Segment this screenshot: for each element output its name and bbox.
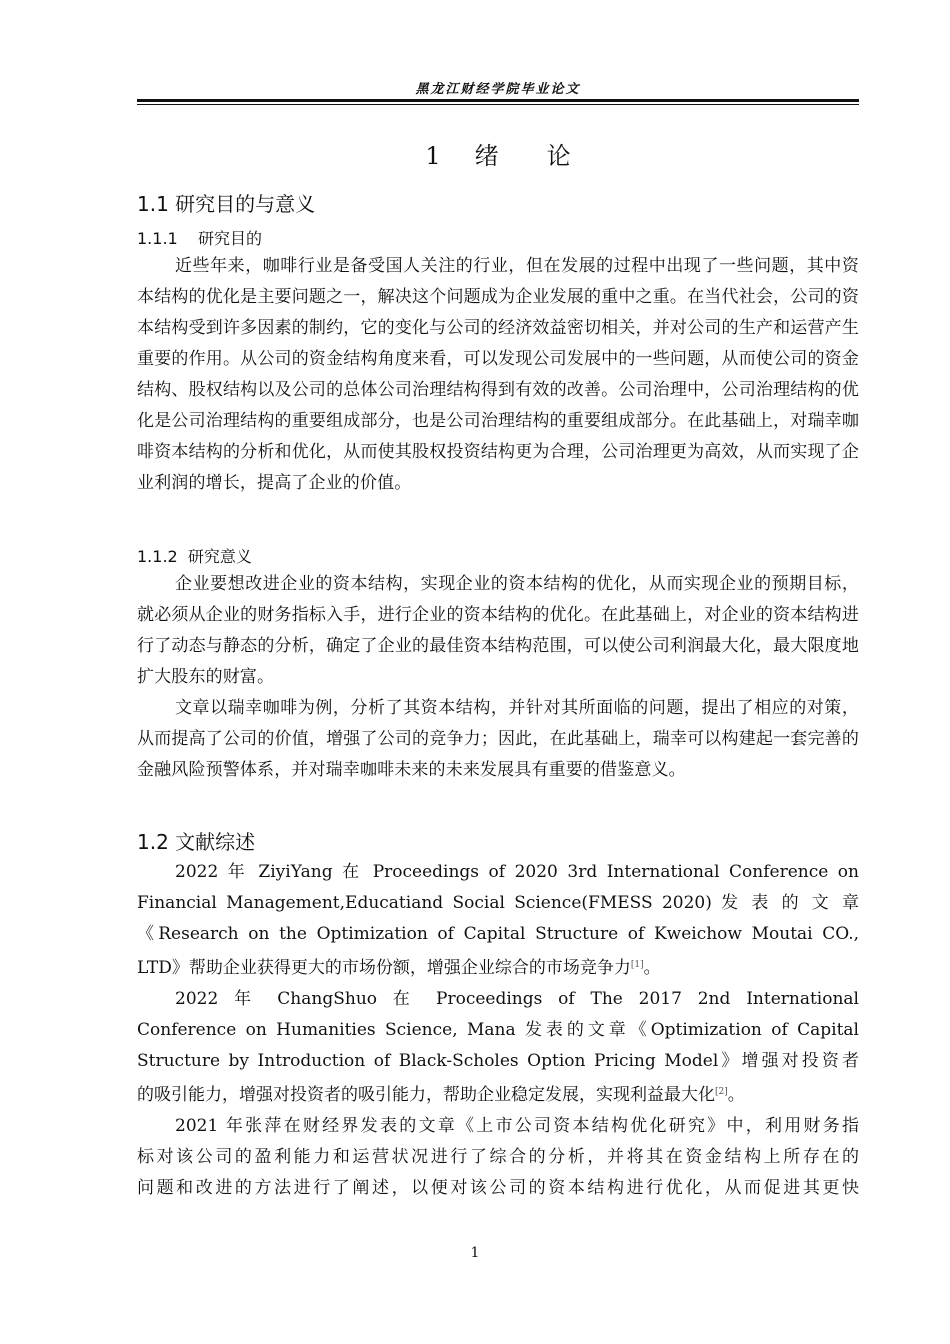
- reference-2-line-3: Structure by Introduction of Black-Scholes Option Pricing Model》增强对投资者: [137, 1051, 859, 1071]
- header-rule-thick: [137, 99, 859, 102]
- body-block-1-1-1: [137, 251, 859, 499]
- header-rule-thin: [137, 104, 859, 105]
- reference-1-line-4: [137, 950, 859, 984]
- reference-1-end: 。: [643, 958, 661, 978]
- literature-reference-1: [137, 857, 859, 984]
- reference-1-line-4-text: LTD》帮助企业获得更大的市场份额，增强企业综合的市场竞争力: [137, 958, 631, 978]
- chapter-title-char-1: 绪: [474, 142, 499, 170]
- reference-3-line-3: 问题和改进的方法进行了阐述，以便对该公司的资本结构进行优化，从而促进其更快: [137, 1178, 859, 1198]
- subsection-heading-1-1-1: 1.1.1 研究目的: [137, 229, 263, 248]
- subsection-heading-1-1-2: 1.1.2 研究意义: [137, 547, 252, 566]
- reference-1-line-3: 《Research on the Optimization of Capital Structure of Kweichow Moutai CO.,: [137, 924, 859, 944]
- running-header: 黑龙江财经学院毕业论文: [415, 82, 581, 97]
- chapter-number: 1: [425, 142, 441, 170]
- section-heading-1-1: 1.1 研究目的与意义: [137, 192, 316, 216]
- reference-2-line-1: 2022 年 ChangShuo 在 Proceedings of The 2017 2nd International: [175, 989, 859, 1009]
- reference-3-line-1: 2021 年张萍在财经界发表的文章《上市公司资本结构优化研究》中，利用财务指: [175, 1116, 859, 1136]
- literature-reference-3: [137, 1111, 859, 1204]
- paragraph-research-significance-2: 文章以瑞幸咖啡为例，分析了其资本结构，并针对其所面临的问题，提出了相应的对策，从而提高了公司的价值，增强了公司的竞争力；因此，在此基础上，瑞幸可以构建起一套完善的金融风险预警体系，并对瑞幸咖啡未来的未来发展具有重要的借鉴意义。: [137, 698, 859, 780]
- paragraph-research-purpose: 近些年来，咖啡行业是备受国人关注的行业，但在发展的过程中出现了一些问题，其中资本结构的优化是主要问题之一，解决这个问题成为企业发展的重中之重。在当代社会，公司的资本结构受到许多因素的制约，它的变化与公司的经济效益密切相关，并对公司的生产和运营产生重要的作用。从公司的资金结构角度来看，可以发现公司发展中的一些问题，从而使公司的资金结构、股权结构以及公司的总体公司治理结构得到有效的改善。公司治理中，公司治理结构的优化是公司治理结构的重要组成部分，也是公司治理结构的重要组成部分。在此基础上，对瑞幸咖啡资本结构的分析和优化，从而使其股权投资结构更为合理，公司治理更为高效，从而实现了企业利润的增长，提高了企业的价值。: [137, 256, 859, 493]
- body-block-1-1-2: [137, 569, 859, 786]
- reference-2-end: 。: [727, 1085, 745, 1105]
- reference-2-line-4: [137, 1077, 859, 1111]
- citation-marker-2: [2]: [715, 1087, 728, 1097]
- citation-marker-1: [1]: [630, 960, 644, 970]
- chapter-title-char-2: 论: [546, 142, 571, 170]
- section-heading-1-2: 1.2 文献综述: [137, 830, 256, 854]
- page-number: 1: [470, 1245, 480, 1261]
- body-block-1-2: [137, 857, 859, 1204]
- literature-reference-2: [137, 984, 859, 1111]
- reference-1-line-1: 2022 年 ZiyiYang 在 Proceedings of 2020 3rd International Conference on: [175, 862, 859, 882]
- chapter-title: [137, 136, 859, 171]
- reference-2-line-4-text: 的吸引能力，增强对投资者的吸引能力，帮助企业稳定发展，实现利益最大化: [137, 1085, 715, 1105]
- reference-1-line-2: Financial Management,Educatiand Social Science(FMESS 2020) 发 表 的 文 章: [137, 893, 859, 913]
- paragraph-research-significance-1: 企业要想改进企业的资本结构，实现企业的资本结构的优化，从而实现企业的预期目标，就必须从企业的财务指标入手，进行企业的资本结构的优化。在此基础上，对企业的资本结构进行了动态与静态的分析，确定了企业的最佳资本结构范围，可以使公司利润最大化，最大限度地扩大股东的财富。: [137, 574, 859, 687]
- reference-2-line-2: Conference on Humanities Science, Mana 发表的文章《Optimization of Capital: [137, 1020, 859, 1040]
- reference-3-line-2: 标对该公司的盈利能力和运营状况进行了综合的分析，并将其在资金结构上所存在的: [137, 1147, 859, 1167]
